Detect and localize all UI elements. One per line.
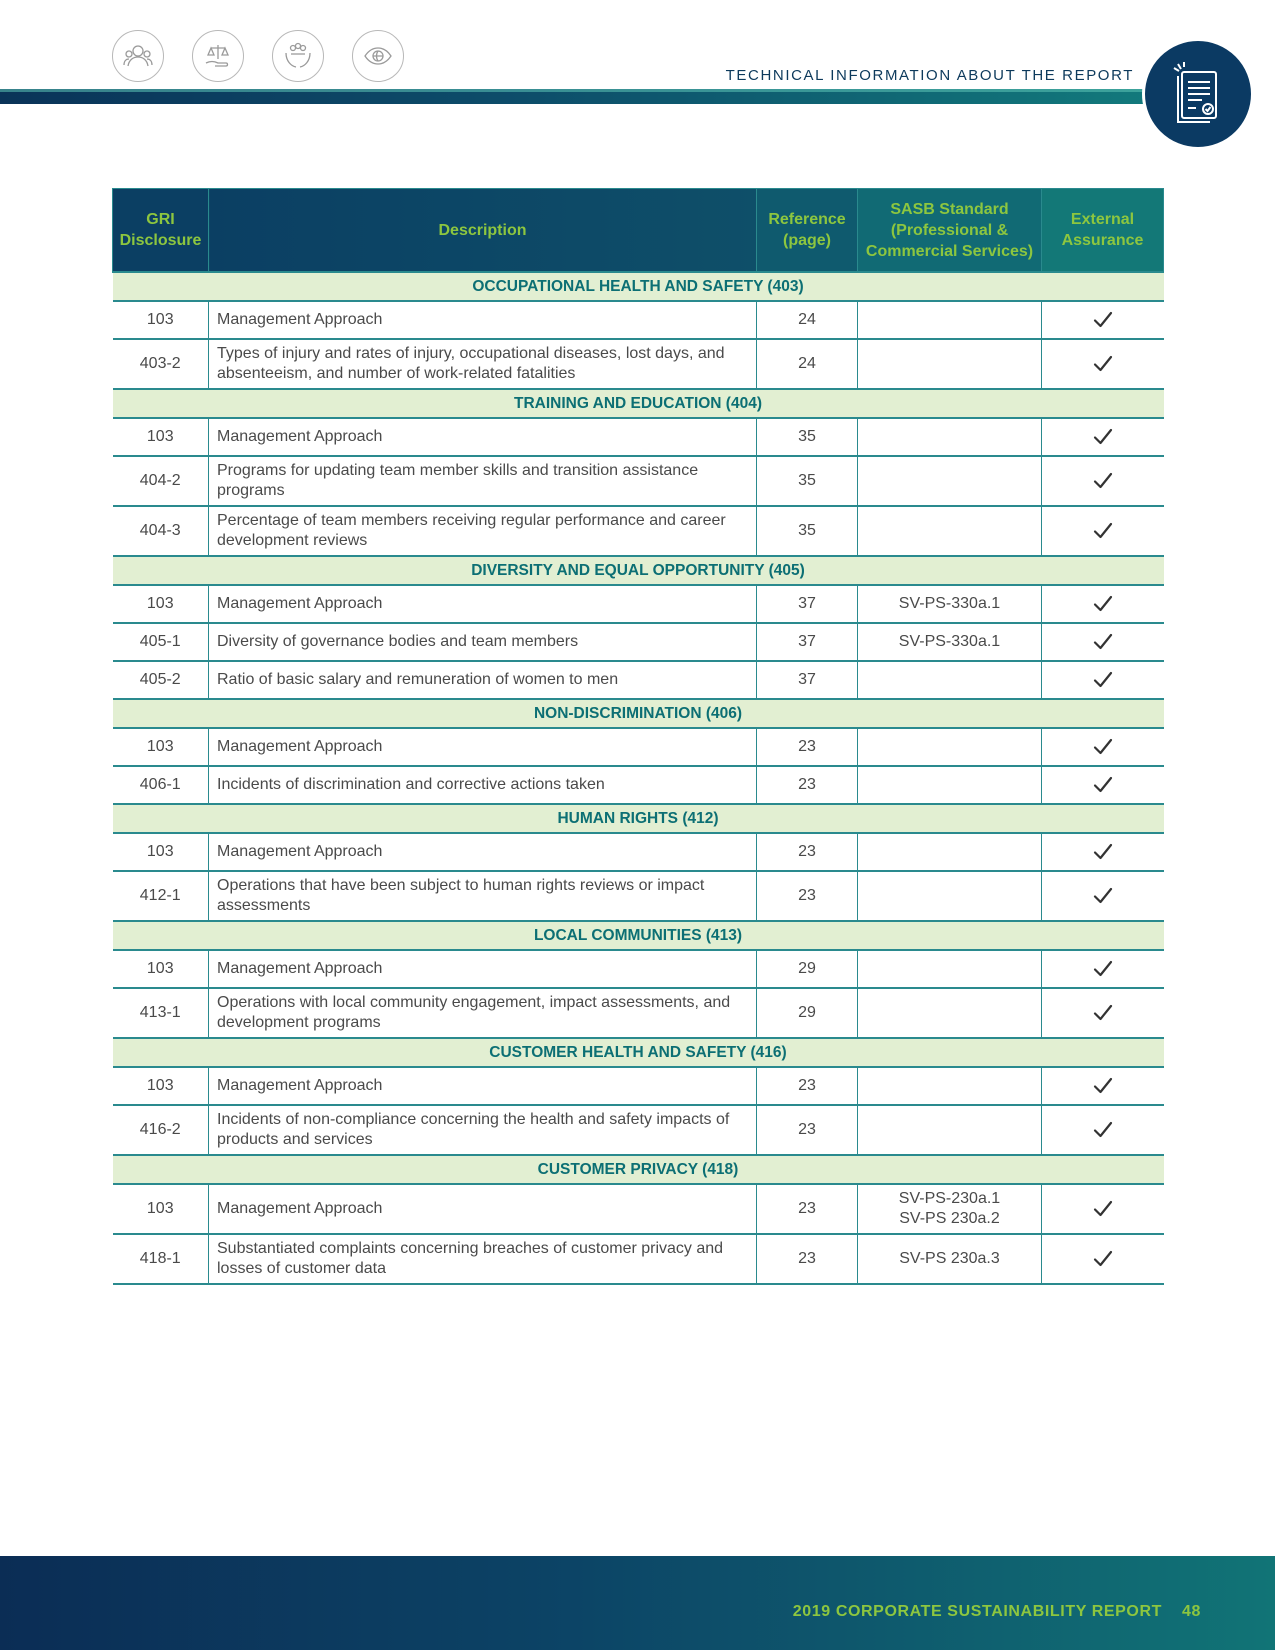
reference-page-cell: 35 (757, 506, 858, 556)
section-header-row (113, 272, 1164, 301)
checkmark-icon (1093, 776, 1113, 793)
checkmark-icon (1093, 428, 1113, 445)
section-header-row (113, 556, 1164, 585)
gri-code-cell: 103 (113, 728, 209, 766)
sasb-standard-cell (858, 1105, 1042, 1155)
table-row (113, 1234, 1164, 1284)
external-assurance-cell (1042, 456, 1164, 506)
external-assurance-cell (1042, 1184, 1164, 1234)
section-header-row (113, 1155, 1164, 1184)
description-cell: Management Approach (209, 585, 757, 623)
table-row (113, 1184, 1164, 1234)
reference-page-cell: 23 (757, 1067, 858, 1105)
description-cell: Incidents of non-compliance concerning the health and safety impacts of products and services (209, 1105, 757, 1155)
sasb-standard-cell (858, 661, 1042, 699)
table-row (113, 1105, 1164, 1155)
checkmark-icon (1093, 522, 1113, 539)
sasb-standard-cell (858, 833, 1042, 871)
hands-people-icon (272, 30, 324, 82)
sasb-standard-cell (858, 1067, 1042, 1105)
checkmark-icon (1093, 311, 1113, 328)
description-cell: Management Approach (209, 1184, 757, 1234)
reference-page-cell: 35 (757, 456, 858, 506)
section-header-row (113, 921, 1164, 950)
checkmark-icon (1093, 1077, 1113, 1094)
external-assurance-cell (1042, 661, 1164, 699)
sasb-standard-line: SV-PS-230a.1 (898, 1190, 1001, 1207)
description-cell: Types of injury and rates of injury, occupational diseases, lost days, and absenteeism, and number of work-related fatalities (209, 339, 757, 389)
eye-globe-icon (352, 30, 404, 82)
external-assurance-cell (1042, 833, 1164, 871)
gri-code-cell: 418-1 (113, 1234, 209, 1284)
reference-page-cell: 37 (757, 661, 858, 699)
header-icon-row (112, 30, 404, 82)
description-cell: Management Approach (209, 1067, 757, 1105)
col-header-description: Description (209, 189, 757, 273)
gri-code-cell: 404-3 (113, 506, 209, 556)
sasb-standard-cell (858, 1184, 1042, 1234)
gri-code-cell: 405-2 (113, 661, 209, 699)
reference-page-cell: 29 (757, 988, 858, 1038)
header-bar (0, 89, 1160, 104)
table-row (113, 661, 1164, 699)
description-cell: Management Approach (209, 950, 757, 988)
checkmark-icon (1093, 671, 1113, 688)
col-header-reference: Reference (page) (757, 189, 858, 273)
description-cell: Management Approach (209, 833, 757, 871)
checkmark-icon (1093, 1200, 1113, 1217)
external-assurance-cell (1042, 728, 1164, 766)
section-title: LOCAL COMMUNITIES (413) (113, 921, 1164, 950)
external-assurance-cell (1042, 301, 1164, 339)
table-row (113, 418, 1164, 456)
description-cell: Percentage of team members receiving regular performance and career development reviews (209, 506, 757, 556)
external-assurance-cell (1042, 623, 1164, 661)
section-header-row (113, 804, 1164, 833)
report-document-icon (1142, 38, 1254, 150)
external-assurance-cell (1042, 950, 1164, 988)
gri-code-cell: 103 (113, 1067, 209, 1105)
description-cell: Operations that have been subject to human rights reviews or impact assessments (209, 871, 757, 921)
reference-page-cell: 37 (757, 585, 858, 623)
sasb-standard-cell (858, 456, 1042, 506)
gri-disclosure-table (112, 188, 1164, 1285)
page-number: 48 (1182, 1603, 1201, 1620)
sasb-standard-cell (858, 339, 1042, 389)
description-cell: Programs for updating team member skills and transition assistance programs (209, 456, 757, 506)
footer-text (793, 1603, 1201, 1621)
description-cell: Management Approach (209, 301, 757, 339)
external-assurance-cell (1042, 1105, 1164, 1155)
table-row (113, 1067, 1164, 1105)
sasb-standard-cell (858, 418, 1042, 456)
checkmark-icon (1093, 633, 1113, 650)
checkmark-icon (1093, 738, 1113, 755)
footer-report-title: 2019 CORPORATE SUSTAINABILITY REPORT (792, 1603, 1162, 1620)
checkmark-icon (1093, 1250, 1113, 1267)
table-row (113, 506, 1164, 556)
gri-code-cell: 103 (113, 418, 209, 456)
gri-code-cell: 103 (113, 833, 209, 871)
description-cell: Operations with local community engagement, impact assessments, and development programs (209, 988, 757, 1038)
people-icon (112, 30, 164, 82)
balance-hand-icon (192, 30, 244, 82)
table-header-row (113, 189, 1164, 273)
table-row (113, 301, 1164, 339)
gri-code-cell: 406-1 (113, 766, 209, 804)
table-row (113, 766, 1164, 804)
description-cell: Substantiated complaints concerning breaches of customer privacy and losses of customer data (209, 1234, 757, 1284)
section-title: NON-DISCRIMINATION (406) (113, 699, 1164, 728)
reference-page-cell: 23 (757, 871, 858, 921)
gri-code-cell: 412-1 (113, 871, 209, 921)
sasb-standard-cell (858, 728, 1042, 766)
section-header-row (113, 389, 1164, 418)
external-assurance-cell (1042, 871, 1164, 921)
external-assurance-cell (1042, 339, 1164, 389)
gri-code-cell: 416-2 (113, 1105, 209, 1155)
section-header-row (113, 1038, 1164, 1067)
checkmark-icon (1093, 843, 1113, 860)
description-cell: Management Approach (209, 728, 757, 766)
table-row (113, 585, 1164, 623)
reference-page-cell: 24 (757, 339, 858, 389)
checkmark-icon (1093, 355, 1113, 372)
table-row (113, 871, 1164, 921)
checkmark-icon (1093, 595, 1113, 612)
sasb-standard-cell (858, 301, 1042, 339)
checkmark-icon (1093, 1004, 1113, 1021)
external-assurance-cell (1042, 988, 1164, 1038)
col-header-sasb-standard: SASB Standard (Professional & Commercial Services) (858, 189, 1042, 273)
reference-page-cell: 29 (757, 950, 858, 988)
reference-page-cell: 23 (757, 1234, 858, 1284)
reference-page-cell: 23 (757, 1184, 858, 1234)
reference-page-cell: 23 (757, 728, 858, 766)
section-header-row (113, 699, 1164, 728)
table-row (113, 456, 1164, 506)
sasb-standard-cell: SV-PS-330a.1 (858, 585, 1042, 623)
table-row (113, 339, 1164, 389)
external-assurance-cell (1042, 1067, 1164, 1105)
reference-page-cell: 24 (757, 301, 858, 339)
reference-page-cell: 35 (757, 418, 858, 456)
col-header-external-assurance: External Assurance (1042, 189, 1164, 273)
sasb-standard-cell (858, 988, 1042, 1038)
gri-code-cell: 405-1 (113, 623, 209, 661)
checkmark-icon (1093, 960, 1113, 977)
gri-code-cell: 103 (113, 950, 209, 988)
section-title: TRAINING AND EDUCATION (404) (113, 389, 1164, 418)
page-section-title: TECHNICAL INFORMATION ABOUT THE REPORT (725, 67, 1134, 84)
reference-page-cell: 37 (757, 623, 858, 661)
table-row (113, 833, 1164, 871)
col-header-gri-disclosure: GRI Disclosure (113, 189, 209, 273)
sasb-standard-cell (858, 871, 1042, 921)
gri-code-cell: 103 (113, 585, 209, 623)
description-cell: Diversity of governance bodies and team members (209, 623, 757, 661)
external-assurance-cell (1042, 766, 1164, 804)
sasb-standard-line: SV-PS 230a.2 (899, 1210, 1000, 1227)
page-footer (0, 1556, 1275, 1650)
sasb-standard-cell (858, 950, 1042, 988)
gri-code-cell: 103 (113, 301, 209, 339)
table-row (113, 950, 1164, 988)
sasb-standard-cell: SV-PS 230a.3 (858, 1234, 1042, 1284)
sasb-standard-cell (858, 506, 1042, 556)
description-cell: Ratio of basic salary and remuneration of women to men (209, 661, 757, 699)
gri-code-cell: 103 (113, 1184, 209, 1234)
gri-code-cell: 403-2 (113, 339, 209, 389)
reference-page-cell: 23 (757, 766, 858, 804)
reference-page-cell: 23 (757, 1105, 858, 1155)
section-title: OCCUPATIONAL HEALTH AND SAFETY (403) (113, 272, 1164, 301)
external-assurance-cell (1042, 418, 1164, 456)
section-title: CUSTOMER HEALTH AND SAFETY (416) (113, 1038, 1164, 1067)
table-row (113, 623, 1164, 661)
description-cell: Management Approach (209, 418, 757, 456)
checkmark-icon (1093, 887, 1113, 904)
checkmark-icon (1093, 1121, 1113, 1138)
external-assurance-cell (1042, 585, 1164, 623)
checkmark-icon (1093, 472, 1113, 489)
external-assurance-cell (1042, 506, 1164, 556)
description-cell: Incidents of discrimination and corrective actions taken (209, 766, 757, 804)
sasb-standard-cell: SV-PS-330a.1 (858, 623, 1042, 661)
sasb-standard-cell (858, 766, 1042, 804)
section-title: CUSTOMER PRIVACY (418) (113, 1155, 1164, 1184)
table-row (113, 988, 1164, 1038)
gri-code-cell: 404-2 (113, 456, 209, 506)
gri-code-cell: 413-1 (113, 988, 209, 1038)
reference-page-cell: 23 (757, 833, 858, 871)
external-assurance-cell (1042, 1234, 1164, 1284)
table-row (113, 728, 1164, 766)
section-title: HUMAN RIGHTS (412) (113, 804, 1164, 833)
section-title: DIVERSITY AND EQUAL OPPORTUNITY (405) (113, 556, 1164, 585)
